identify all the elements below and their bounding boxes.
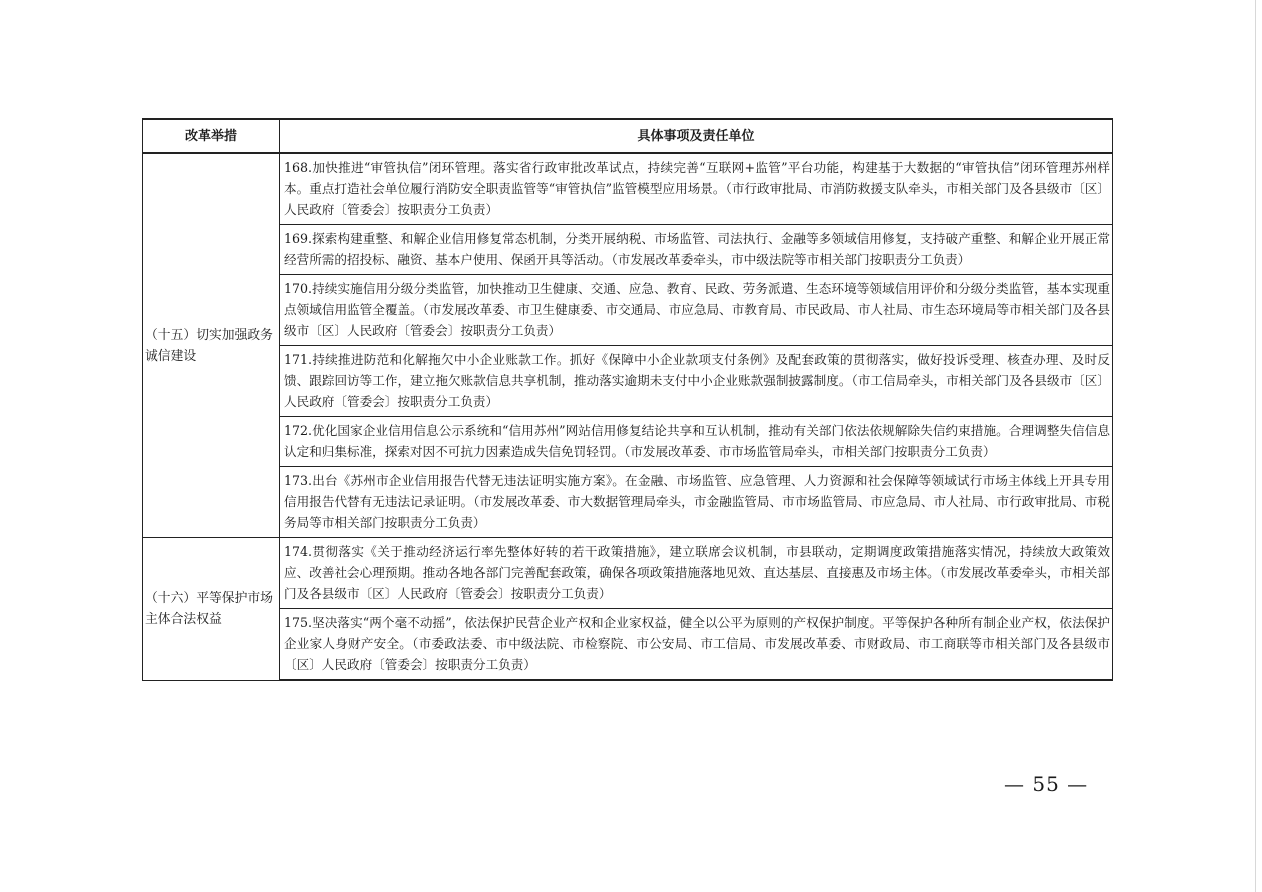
table-row bbox=[143, 153, 1113, 225]
item-174: 174.贯彻落实《关于推动经济运行率先整体好转的若干政策措施》，建立联席会议机制，市县联动，定期调度政策措施落实情况，持续放大政策效应、改善社会心理预期。推动各地各部门完善配套政策，确保各项政策措施落地见效、直达基层、直接惠及市场主体。（市发展改革委牵头，市相关部门及各县级市〔区〕人民政府〔管委会〕按职责分工负责） bbox=[280, 538, 1113, 609]
item-172: 172.优化国家企业信用信息公示系统和“信用苏州”网站信用修复结论共享和互认机制，推动有关部门依法依规解除失信约束措施。合理调整失信信息认定和归集标准，探索对因不可抗力因素造成失信免罚轻罚。（市发展改革委、市市场监管局牵头，市相关部门按职责分工负责） bbox=[280, 417, 1113, 467]
measure-cell-15: （十五）切实加强政务诚信建设 bbox=[143, 153, 280, 538]
table-row bbox=[143, 467, 1113, 538]
table-row bbox=[143, 609, 1113, 681]
item-171: 171.持续推进防范和化解拖欠中小企业账款工作。抓好《保障中小企业款项支付条例》及配套政策的贯彻落实，做好投诉受理、核查办理、及时反馈、跟踪回访等工作，建立拖欠账款信息共享机制，推动落实逾期未支付中小企业账款强制披露制度。（市工信局牵头，市相关部门及各县级市〔区〕人民政府〔管委会〕按职责分工负责） bbox=[280, 346, 1113, 417]
header-specific-items: 具体事项及责任单位 bbox=[280, 119, 1113, 153]
table-header-row bbox=[143, 119, 1113, 153]
item-169: 169.探索构建重整、和解企业信用修复常态机制，分类开展纳税、市场监管、司法执行、金融等多领域信用修复，支持破产重整、和解企业开展正常经营所需的招投标、融资、基本户使用、保函开具等活动。（市发展改革委牵头，市中级法院等市相关部门按职责分工负责） bbox=[280, 225, 1113, 275]
reform-measures-table bbox=[142, 118, 1113, 681]
page-number: — 55 — bbox=[1004, 772, 1089, 796]
table-row bbox=[143, 417, 1113, 467]
table-row bbox=[143, 225, 1113, 275]
item-170: 170.持续实施信用分级分类监管，加快推动卫生健康、交通、应急、教育、民政、劳务派遣、生态环境等领域信用评价和分级分类监管，基本实现重点领域信用监管全覆盖。（市发展改革委、市卫生健康委、市交通局、市应急局、市教育局、市民政局、市人社局、市生态环境局等市相关部门及各县级市〔区〕人民政府〔管委会〕按职责分工负责） bbox=[280, 275, 1113, 346]
table-row bbox=[143, 275, 1113, 346]
table-row bbox=[143, 538, 1113, 609]
item-168: 168.加快推进“审管执信”闭环管理。落实省行政审批改革试点，持续完善“互联网+监管”平台功能，构建基于大数据的“审管执信”闭环管理苏州样本。重点打造社会单位履行消防安全职责监管等“审管执信”监管模型应用场景。（市行政审批局、市消防救援支队牵头，市相关部门及各县级市〔区〕人民政府〔管委会〕按职责分工负责） bbox=[280, 153, 1113, 225]
table-row bbox=[143, 346, 1113, 417]
item-175: 175.坚决落实“两个毫不动摇”，依法保护民营企业产权和企业家权益，健全以公平为原则的产权保护制度。平等保护各种所有制企业产权，依法保护企业家人身财产安全。（市委政法委、市中级法院、市检察院、市公安局、市工信局、市发展改革委、市财政局、市工商联等市相关部门及各县级市〔区〕人民政府〔管委会〕按职责分工负责） bbox=[280, 609, 1113, 681]
page-edge-line bbox=[1255, 0, 1256, 892]
item-173: 173.出台《苏州市企业信用报告代替无违法证明实施方案》。在金融、市场监管、应急管理、人力资源和社会保障等领域试行市场主体线上开具专用信用报告代替有无违法记录证明。（市发展改革委、市大数据管理局牵头，市金融监管局、市市场监管局、市应急局、市人社局、市行政审批局、市税务局等市相关部门按职责分工负责） bbox=[280, 467, 1113, 538]
header-reform-measures: 改革举措 bbox=[143, 119, 280, 153]
measure-cell-16: （十六）平等保护市场主体合法权益 bbox=[143, 538, 280, 681]
